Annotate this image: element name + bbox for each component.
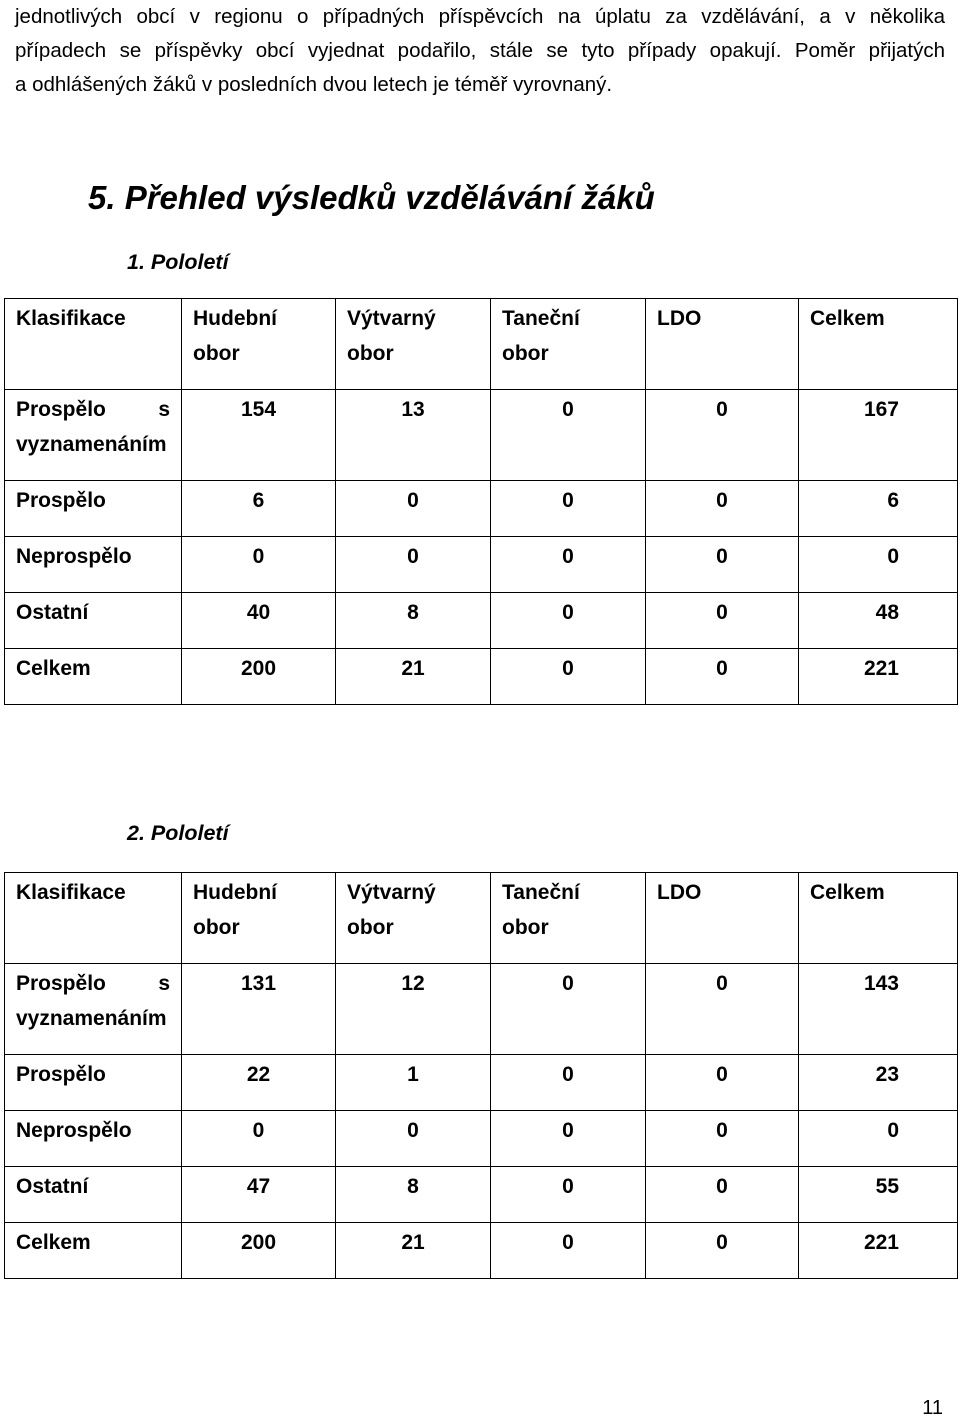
semester-2-table xyxy=(4,872,958,1279)
semester-2-title: 2. Pololetí xyxy=(127,821,229,845)
cell-celkem: 143 xyxy=(799,964,958,1055)
table-row xyxy=(5,1167,958,1223)
cell-vytvarny: 21 xyxy=(336,1223,491,1279)
header-hudebni-line1: Hudební xyxy=(193,881,277,904)
cell-vytvarny: 12 xyxy=(336,964,491,1055)
row-label: Neprospělo xyxy=(5,537,182,593)
row-label xyxy=(5,390,182,481)
header-hudebni-line2: obor xyxy=(193,916,240,939)
cell-ldo: 0 xyxy=(646,1111,799,1167)
cell-celkem: 0 xyxy=(799,1111,958,1167)
cell-vytvarny: 0 xyxy=(336,537,491,593)
cell-tanecni: 0 xyxy=(491,649,646,705)
cell-ldo: 0 xyxy=(646,1167,799,1223)
cell-celkem: 6 xyxy=(799,481,958,537)
cell-celkem: 55 xyxy=(799,1167,958,1223)
cell-ldo: 0 xyxy=(646,1223,799,1279)
header-vytvarny-line2: obor xyxy=(347,916,394,939)
row-label-line2: vyznamenáním xyxy=(16,1007,167,1030)
cell-ldo: 0 xyxy=(646,649,799,705)
cell-celkem: 0 xyxy=(799,537,958,593)
cell-ldo: 0 xyxy=(646,390,799,481)
table-row xyxy=(5,1055,958,1111)
cell-tanecni: 0 xyxy=(491,481,646,537)
cell-celkem: 23 xyxy=(799,1055,958,1111)
header-vytvarny-line1: Výtvarný xyxy=(347,307,436,330)
cell-hudebni: 0 xyxy=(182,537,336,593)
row-label: Prospělo xyxy=(5,481,182,537)
header-hudebni-obor xyxy=(182,873,336,964)
cell-vytvarny: 0 xyxy=(336,481,491,537)
row-label: Celkem xyxy=(5,1223,182,1279)
intro-line-2: případech se příspěvky obcí vyjednat podařilo, stále se tyto případy opakují. Poměr přijatých xyxy=(15,39,945,62)
cell-tanecni: 0 xyxy=(491,1055,646,1111)
cell-ldo: 0 xyxy=(646,481,799,537)
header-klasifikace: Klasifikace xyxy=(5,299,182,390)
cell-vytvarny: 8 xyxy=(336,1167,491,1223)
cell-tanecni: 0 xyxy=(491,593,646,649)
cell-hudebni: 47 xyxy=(182,1167,336,1223)
semester-1-table xyxy=(4,298,958,705)
header-hudebni-line2: obor xyxy=(193,342,240,365)
intro-paragraph xyxy=(15,0,945,102)
cell-hudebni: 131 xyxy=(182,964,336,1055)
cell-vytvarny: 13 xyxy=(336,390,491,481)
cell-hudebni: 200 xyxy=(182,649,336,705)
row-label: Ostatní xyxy=(5,1167,182,1223)
header-vytvarny-obor xyxy=(336,299,491,390)
header-tanecni-line1: Taneční xyxy=(502,307,580,330)
header-ldo: LDO xyxy=(646,873,799,964)
table-row xyxy=(5,964,958,1055)
header-hudebni-obor xyxy=(182,299,336,390)
cell-hudebni: 40 xyxy=(182,593,336,649)
cell-celkem: 221 xyxy=(799,649,958,705)
header-hudebni-line1: Hudební xyxy=(193,307,277,330)
cell-ldo: 0 xyxy=(646,1055,799,1111)
row-label-line1: Prospělo s xyxy=(16,972,170,995)
header-tanecni-obor xyxy=(491,873,646,964)
cell-ldo: 0 xyxy=(646,593,799,649)
row-label-line2: vyznamenáním xyxy=(16,433,167,456)
cell-tanecni: 0 xyxy=(491,964,646,1055)
header-vytvarny-obor xyxy=(336,873,491,964)
cell-ldo: 0 xyxy=(646,537,799,593)
header-tanecni-line2: obor xyxy=(502,916,549,939)
page-number: 11 xyxy=(922,1397,943,1419)
cell-hudebni: 154 xyxy=(182,390,336,481)
row-label: Prospělo xyxy=(5,1055,182,1111)
cell-vytvarny: 8 xyxy=(336,593,491,649)
cell-celkem: 48 xyxy=(799,593,958,649)
header-tanecni-line2: obor xyxy=(502,342,549,365)
table-row xyxy=(5,390,958,481)
header-vytvarny-line2: obor xyxy=(347,342,394,365)
row-label xyxy=(5,964,182,1055)
cell-hudebni: 200 xyxy=(182,1223,336,1279)
table-row xyxy=(5,593,958,649)
intro-line-3: a odhlášených žáků v posledních dvou letech je téměř vyrovnaný. xyxy=(15,73,613,96)
header-tanecni-obor xyxy=(491,299,646,390)
row-label: Celkem xyxy=(5,649,182,705)
cell-celkem: 221 xyxy=(799,1223,958,1279)
intro-line-1: jednotlivých obcí v regionu o případných příspěvcích na úplatu za vzdělávání, a v několika xyxy=(15,5,945,28)
row-label-line1: Prospělo s xyxy=(16,398,170,421)
cell-vytvarny: 1 xyxy=(336,1055,491,1111)
cell-hudebni: 6 xyxy=(182,481,336,537)
header-ldo: LDO xyxy=(646,299,799,390)
cell-hudebni: 22 xyxy=(182,1055,336,1111)
header-celkem: Celkem xyxy=(799,299,958,390)
table-header-row xyxy=(5,873,958,964)
cell-tanecni: 0 xyxy=(491,1167,646,1223)
semester-1-title: 1. Pololetí xyxy=(127,250,229,274)
table-header-row xyxy=(5,299,958,390)
cell-tanecni: 0 xyxy=(491,537,646,593)
header-vytvarny-line1: Výtvarný xyxy=(347,881,436,904)
cell-ldo: 0 xyxy=(646,964,799,1055)
cell-hudebni: 0 xyxy=(182,1111,336,1167)
cell-tanecni: 0 xyxy=(491,390,646,481)
cell-tanecni: 0 xyxy=(491,1111,646,1167)
header-tanecni-line1: Taneční xyxy=(502,881,580,904)
header-celkem: Celkem xyxy=(799,873,958,964)
row-label: Neprospělo xyxy=(5,1111,182,1167)
section-heading: 5. Přehled výsledků vzdělávání žáků xyxy=(88,179,655,216)
table-row xyxy=(5,1223,958,1279)
table-row xyxy=(5,537,958,593)
cell-tanecni: 0 xyxy=(491,1223,646,1279)
cell-vytvarny: 21 xyxy=(336,649,491,705)
table-row xyxy=(5,481,958,537)
header-klasifikace: Klasifikace xyxy=(5,873,182,964)
row-label: Ostatní xyxy=(5,593,182,649)
cell-celkem: 167 xyxy=(799,390,958,481)
cell-vytvarny: 0 xyxy=(336,1111,491,1167)
table-row xyxy=(5,1111,958,1167)
table-row xyxy=(5,649,958,705)
